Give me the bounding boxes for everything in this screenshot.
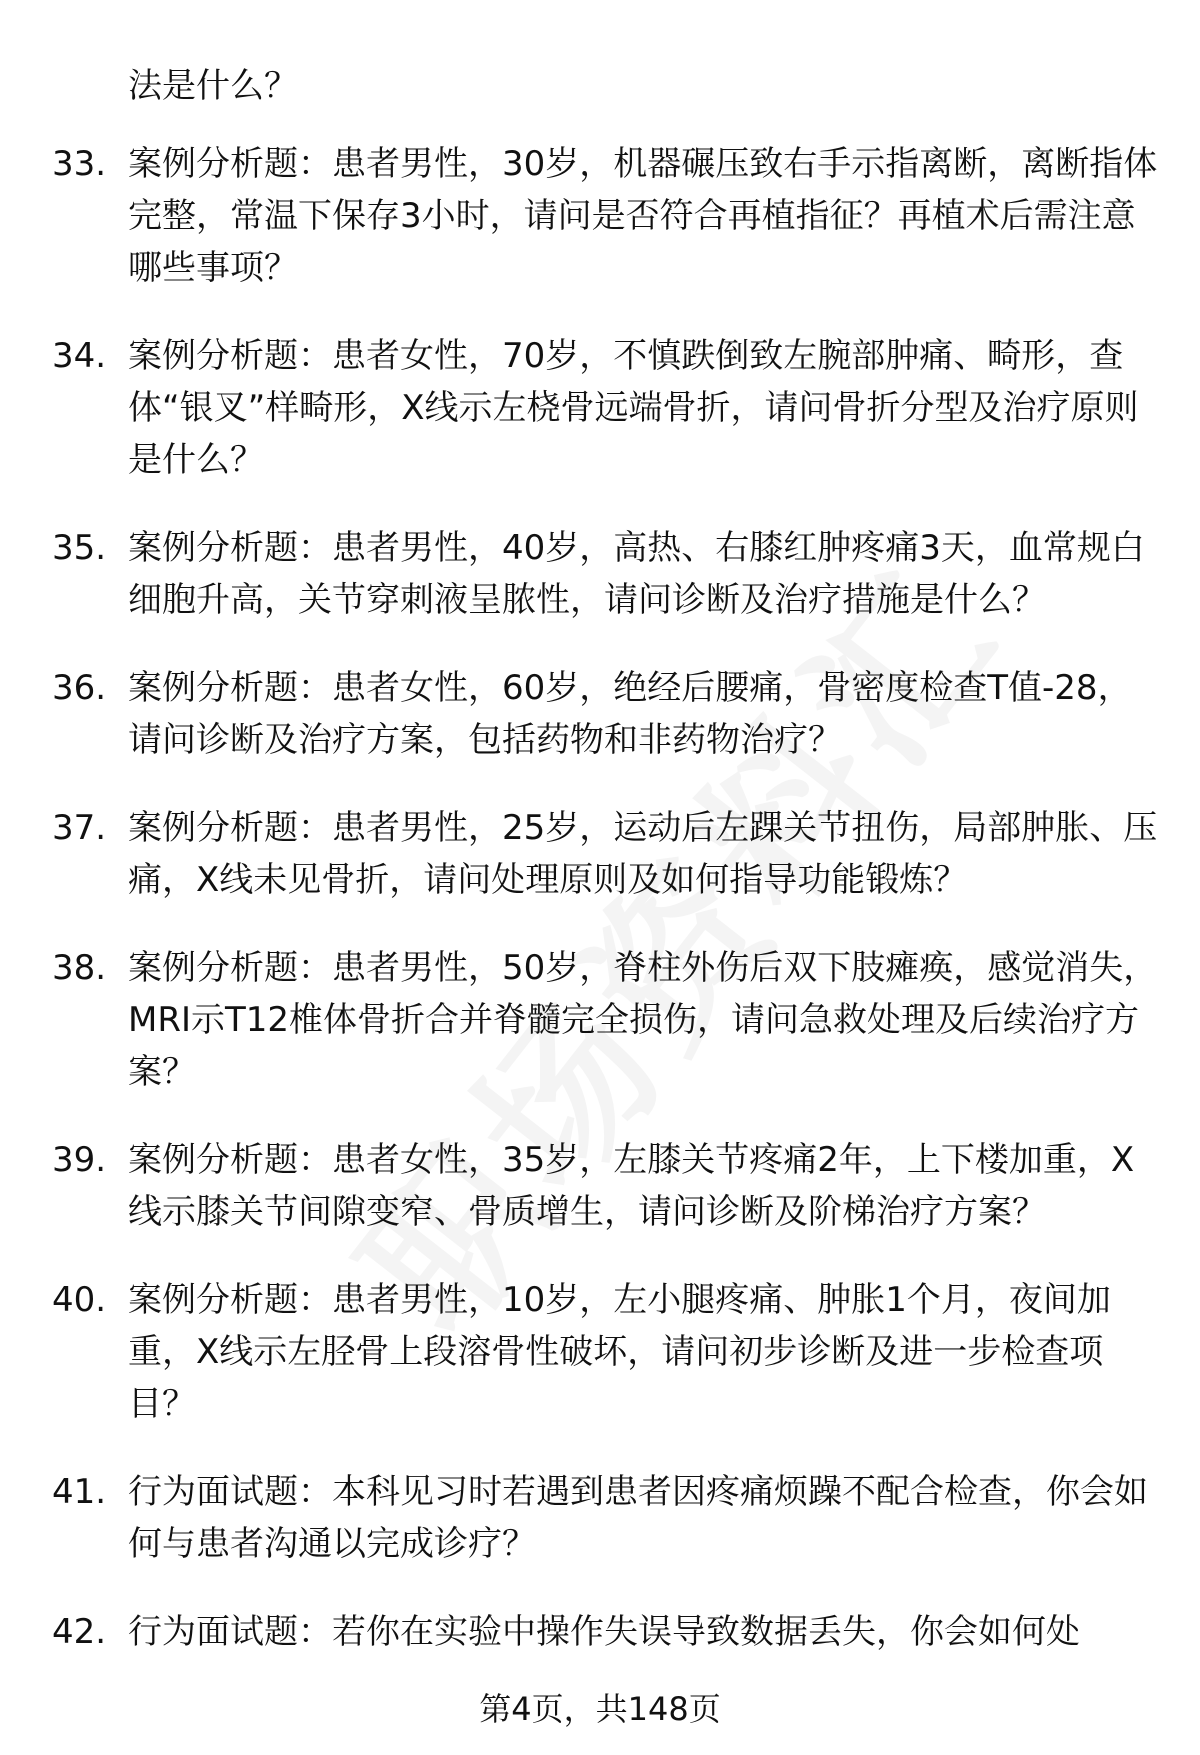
question-text: 案例分析题：患者男性，10岁，左小腿疼痛、肿胀1个月，夜间加重，X线示左胫骨上段溶骨性破坏，请问初步诊断及进一步检查项目？: [128, 1280, 1111, 1424]
question-item: [52, 522, 1162, 626]
question-number: 39.: [52, 1140, 107, 1180]
question-number: 33.: [52, 144, 107, 184]
page-footer: 第4页，共148页: [479, 1690, 721, 1728]
question-item: [52, 802, 1162, 906]
question-text: 案例分析题：患者男性，25岁，运动后左踝关节扭伤，局部肿胀、压痛，X线未见骨折，请问处理原则及如何指导功能锻炼？: [128, 808, 1158, 900]
question-number: 42.: [52, 1612, 107, 1652]
question-text: 行为面试题：本科见习时若遇到患者因疼痛烦躁不配合检查，你会如何与患者沟通以完成诊疗？: [128, 1472, 1148, 1564]
question-number: 38.: [52, 948, 107, 988]
question-item: [52, 942, 1162, 1098]
question-continuation: 法是什么？: [128, 66, 298, 106]
question-number: 35.: [52, 528, 107, 568]
question-number: 40.: [52, 1280, 107, 1320]
question-text: 案例分析题：患者女性，60岁，绝经后腰痛，骨密度检查T值-28，请问诊断及治疗方案，包括药物和非药物治疗？: [128, 668, 1132, 760]
question-number: 41.: [52, 1472, 107, 1512]
question-item: [52, 1274, 1162, 1430]
question-number: 37.: [52, 808, 107, 848]
question-item: [52, 1606, 1162, 1658]
question-item: [52, 330, 1162, 486]
question-item: [52, 662, 1162, 766]
question-text: 案例分析题：患者男性，40岁，高热、右膝红肿疼痛3天，血常规白细胞升高，关节穿刺液呈脓性，请问诊断及治疗措施是什么？: [128, 528, 1145, 620]
question-number: 34.: [52, 336, 107, 376]
question-item: [52, 138, 1162, 294]
question-number: 36.: [52, 668, 107, 708]
question-list: [52, 138, 1162, 1694]
question-text: 案例分析题：患者女性，35岁，左膝关节疼痛2年，上下楼加重，X线示膝关节间隙变窄、骨质增生，请问诊断及阶梯治疗方案？: [128, 1140, 1135, 1232]
question-text: 案例分析题：患者女性，70岁，不慎跌倒致左腕部肿痛、畸形，查体“银叉”样畸形，X线示左桡骨远端骨折，请问骨折分型及治疗原则是什么？: [128, 336, 1139, 480]
question-item: [52, 1466, 1162, 1570]
question-text: 案例分析题：患者男性，50岁，脊柱外伤后双下肢瘫痪，感觉消失，MRI示T12椎体骨折合并脊髓完全损伤，请问急救处理及后续治疗方案？: [128, 948, 1158, 1092]
question-text: 案例分析题：患者男性，30岁，机器碾压致右手示指离断，离断指体完整，常温下保存3小时，请问是否符合再植指征？再植术后需注意哪些事项？: [128, 144, 1158, 288]
question-item: [52, 1134, 1162, 1238]
question-text: 行为面试题：若你在实验中操作失误导致数据丢失，你会如何处: [128, 1612, 1080, 1652]
